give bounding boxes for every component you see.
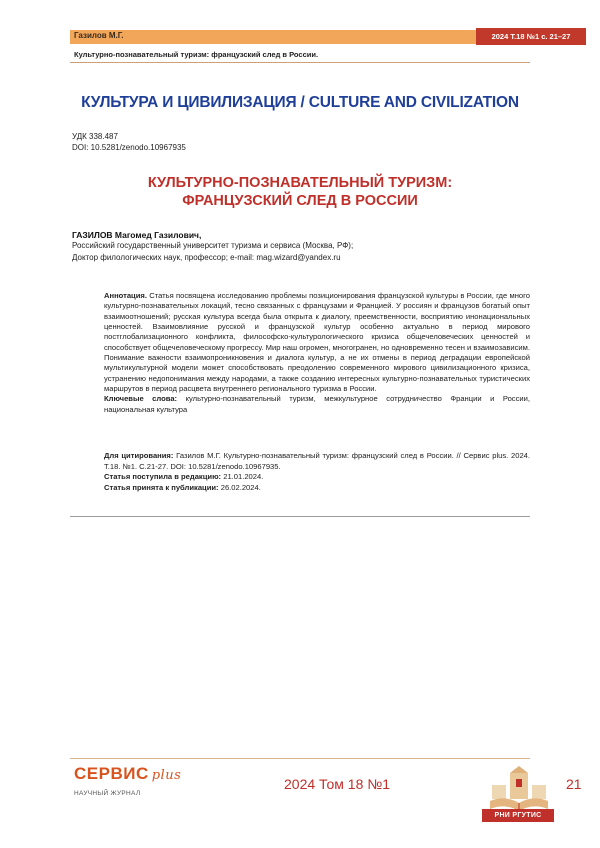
author-affiliation: Российский государственный университет туризма и сервиса (Москва, РФ); (72, 241, 354, 250)
content-divider (70, 516, 530, 517)
header-band (70, 30, 530, 44)
abstract-text: Статья посвящена исследованию проблемы позиционирования французской культуры в России, где много культурно-познавательных локаций, тесно связанных с французами и Францией. У россиян и французов богатый опыт взаимоотношений; русская культура всегда была открыта к диалогу, преемственности, восприятию инонациональных ценностей. Взаимовлияние русской и французской культур особенно актуально в период мирового постглобализационного конфликта, философско-культурологического кризиса общечеловеческих ценностей и способствует общечеловеческому прогрессу. Мир наш огромен, многогранен, но одновременно тесен и взаимозависим. Понимание важности взаимопроникновения и диалога культур, а не их отмены в период деградации европейской мультикультурной модели может способствовать преодолению современного мирового цивилизационного кризиса, устранению недопонимания между народами, а также созданию интересных культурно-познавательных туристических маршрутов в период расцвета внутреннего регионального туризма в России. (104, 291, 530, 394)
abstract-paragraph (72, 291, 530, 394)
citation-paragraph (72, 451, 530, 472)
header-issue-badge: 2024 Т.18 №1 с. 21–27 (476, 28, 586, 45)
header-divider (70, 62, 530, 63)
received-date: 21.01.2024. (223, 472, 264, 481)
citation-label: Для цитирования: (104, 451, 174, 460)
emblem-caption: РНИ РГУТИС (482, 809, 554, 822)
logo-plus-text: plus (151, 768, 182, 783)
accepted-line (72, 483, 530, 494)
citation-block (72, 451, 530, 493)
keywords-paragraph (72, 394, 530, 415)
article-title (70, 174, 530, 210)
header-author: Газилов М.Г. (74, 31, 124, 40)
accepted-date: 26.02.2024. (220, 482, 261, 492)
header-running-title: Культурно-познавательный туризм: французский след в России. (74, 50, 319, 59)
abstract-block (72, 291, 530, 415)
udk-block (72, 131, 186, 153)
received-line (72, 472, 530, 483)
logo-main-text: СЕРВИС (74, 764, 149, 783)
received-label: Статья поступила в редакцию: (104, 472, 222, 481)
citation-text: Газилов М.Г. Культурно-познавательный туризм: французский след в России. // Сервис plus. 2024. Т.18. №1. С.21-27. DOI: 10.5281/zenodo.10967935. (104, 451, 530, 471)
abstract-label: Аннотация. (104, 291, 147, 300)
accepted-label: Статья принята к публикации: (104, 482, 219, 492)
university-emblem-icon (488, 765, 550, 813)
keywords-label: Ключевые слова: (104, 394, 178, 404)
udk-code: УДК 338.487 (72, 132, 118, 141)
doi-link[interactable]: DOI: 10.5281/zenodo.10967935 (72, 143, 186, 152)
journal-subtitle: НАУЧНЫЙ ЖУРНАЛ (74, 790, 141, 797)
footer-divider (70, 758, 530, 759)
author-name: ГАЗИЛОВ Магомед Газилович, (72, 230, 202, 240)
footer-issue: 2024 Том 18 №1 (284, 776, 391, 792)
article-title-line-1: КУЛЬТУРНО-ПОЗНАВАТЕЛЬНЫЙ ТУРИЗМ: (147, 175, 453, 191)
journal-logo (74, 764, 181, 784)
keywords-text: культурно-познавательный туризм, межкультурное сотрудничество Франции и России, национальная культура (104, 394, 530, 414)
section-title: КУЛЬТУРА И ЦИВИЛИЗАЦИЯ / CULTURE AND CIVILIZATION (81, 94, 519, 111)
author-degree: Доктор филологических наук, профессор; e-mail: mag.wizard@yandex.ru (72, 253, 341, 262)
page-number: 21 (566, 776, 582, 792)
article-title-line-2: ФРАНЦУЗСКИЙ СЛЕД В РОССИИ (182, 193, 418, 209)
